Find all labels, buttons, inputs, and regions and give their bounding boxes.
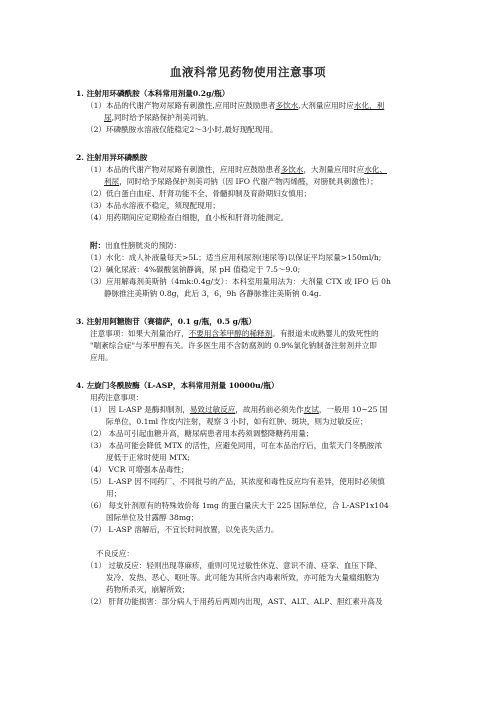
section-2-heading: 2. 注射用异环磷酰胺 xyxy=(76,153,148,162)
section-2-line-2: 利尿，同时给予尿路保护剂美司钠（因 IFO 代谢产物丙烯醛，对膀胱具刺激性）； xyxy=(104,177,378,186)
appendix-line-4: 静脉推注美斯钠 0.8g，此后 3，6，9h 各静脉推注美斯钠 0.4g. xyxy=(104,289,322,298)
appendix-heading: 附：出血性膀胱炎的预防： xyxy=(90,241,182,250)
section-4-item-1: （1） 因 L-ASP 是酶抑制剂，易致过敏反应，故用药前必须先作皮试，一般用 10~25 国 xyxy=(86,405,388,414)
adverse-item-2: （2） 肝肾功能损害：部分病人于用药后两周内出现，AST、ALT、ALP、胆红素升高及 xyxy=(86,597,383,606)
section-4-item-5: （5） L-ASP 因不同药厂、不同批号的产品，其浓度和毒性反应均有差异，使用时必须慎 xyxy=(86,477,385,486)
section-4-intro: 用药注意事项： xyxy=(90,393,144,402)
section-4-item-1-cont: 际单位，0.1ml 作皮内注射，观察 3 小时，如有红肿、斑块，则为过敏反应； xyxy=(106,417,368,426)
section-4-item-7: （7） L-ASP 溶解后，不宜长时间放置，以免丧失活力。 xyxy=(86,525,279,534)
page-title: 血液科常见药物使用注意事项 xyxy=(170,65,326,79)
section-1-line-2: 尿,同时给予尿路保护剂美司钠。 xyxy=(104,113,213,122)
section-2-line-5: （4）用药期间应定期检查白细胞，血小板和肝肾功能测定。 xyxy=(86,213,289,222)
appendix-line-1: （1）水化：成人补液量每天>5L；适当应用利尿剂(速尿等)以保证平均尿量>150ml/h; xyxy=(86,253,382,262)
section-4-item-5-cont: 用； xyxy=(106,489,122,498)
section-3-line-3: 应用。 xyxy=(90,353,113,362)
section-4-item-3-cont: 度低于正常时使用 MTX; xyxy=(106,453,190,462)
section-2-line-4: （3）本品水溶液不稳定，须现配现用； xyxy=(86,201,220,210)
adverse-item-1: （1） 过敏反应：轻则出现荨麻疹，重则可见过敏性休克、意识不清、痉挛、血压下降、 xyxy=(86,561,382,570)
section-3-line-2: "喘紊综合症"与苯甲醇有关。许多医生用不含防腐剂的 0.9%氯化钠制备注射剂并立即 xyxy=(90,341,377,350)
adverse-item-1-cont-1: 发冷、发热、恶心、呕吐等。此可能为其所含内毒素所致，亦可能为大量瘤细胞为 xyxy=(106,573,380,582)
section-4-item-4: （4） VCR 可增强本品毒性； xyxy=(86,465,189,474)
section-4-item-6: （6） 每支针剂原有的特殊效价每 1mg 的蛋白量庆大于 225 国际单位，合 L-ASP1x104 xyxy=(86,501,389,510)
adverse-heading: 不良反应： xyxy=(96,549,134,558)
section-2-line-3: （2）低白蛋白血症、肝肾功能不全、骨髓抑制及育龄期妇女慎用； xyxy=(86,189,312,198)
appendix-line-2: （2）碱化尿液：4%碳酸氢钠静滴，尿 pH 值稳定于 7.5～9.0; xyxy=(86,265,301,274)
section-4-item-3: （3） 本品可能会降低 MTX 的活性，应避免同用，可在本品治疗后，血浆天门冬酰胺浓 xyxy=(86,441,383,450)
section-4-item-6-cont: 国际单位及甘露醇 38mg； xyxy=(106,513,199,522)
section-2-line-1: （1）本品的代谢产物对尿路有刺激性，应用时应鼓励患者多饮水，大剂量应用时应水化、 xyxy=(86,165,387,174)
section-3-line-1: 注意事项：如果大剂量治疗，不要用含苯甲醇的稀释剂。有报道未成熟婴儿的致死性的 xyxy=(90,329,379,338)
section-4-heading: 4. 左旋门冬酰胺酶（L-ASP，本科常用剂量 10000u/瓶） xyxy=(76,381,279,390)
appendix-line-3: （3）应用解毒剂美斯钠（4mk:0.4g/支）：本科室用量用法为：大剂量 CTX 或 IFO 后 0h xyxy=(86,277,391,286)
section-4-item-2: （2） 本品可引起血糖升高，糖尿病患者用本药须调整降糖药用量； xyxy=(86,429,314,438)
adverse-item-1-cont-2: 药物所杀灭，崩解所致； xyxy=(106,585,190,594)
section-3-heading: 3. 注射用阿糖胞苷（赛德萨，0.1 g/瓶，0.5 g/瓶） xyxy=(76,317,256,326)
section-1-heading: 1. 注射用环磷酰胺（本科常用剂量0.2g/瓶） xyxy=(76,89,230,98)
section-1-line-3: （2）环磷酰胺水溶液仅能稳定2～3小时,最好现配现用。 xyxy=(86,125,278,134)
section-1-line-1: （1）本品的代谢产物对尿路有刺激性,应用时应鼓励患者多饮水,大剂量应用时应水化、利 xyxy=(86,101,385,110)
